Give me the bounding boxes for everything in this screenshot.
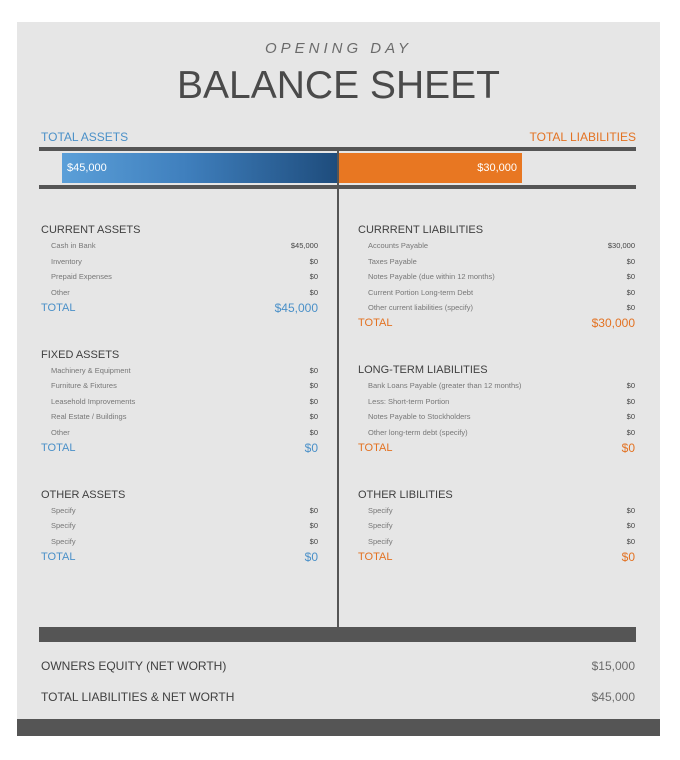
liability-item-value: $0 (626, 272, 635, 281)
asset-item-value: $0 (309, 381, 318, 390)
liability-item-label: Other long-term debt (specify) (368, 428, 468, 437)
other-liabilities-total-value: $0 (621, 550, 635, 564)
asset-item-value: $0 (309, 537, 318, 546)
liability-item-label: Taxes Payable (368, 257, 417, 266)
liability-item-value: $30,000 (607, 241, 635, 250)
liability-item-label: Current Portion Long-term Debt (368, 288, 474, 297)
liabilities-bar (338, 153, 522, 183)
page-title: BALANCE SHEET (177, 64, 500, 107)
asset-item-label: Furniture & Fixtures (51, 381, 117, 390)
liability-item-value: $0 (626, 428, 635, 437)
fixed-assets-total-label: TOTAL (41, 442, 76, 454)
other-liabilities-total-label: TOTAL (358, 551, 393, 563)
bottom-band (17, 719, 660, 736)
other-liabilities-title: OTHER LIBILITIES (358, 489, 453, 501)
asset-item-label: Other (51, 428, 70, 437)
liabilities-bar-amount: $30,000 (477, 162, 517, 174)
asset-item-value: $0 (309, 288, 318, 297)
liability-item-value: $0 (626, 303, 635, 312)
liability-item-value: $0 (626, 521, 635, 530)
asset-item-value: $0 (309, 506, 318, 515)
asset-item-label: Specify (51, 506, 76, 515)
asset-item-value: $0 (309, 397, 318, 406)
liability-item-label: Notes Payable (due within 12 months) (368, 272, 495, 281)
asset-item-value: $0 (309, 428, 318, 437)
owners-equity-value: $15,000 (591, 659, 635, 673)
liability-item-value: $0 (626, 397, 635, 406)
asset-item-label: Other (51, 288, 70, 297)
fixed-assets-title: FIXED ASSETS (41, 349, 120, 361)
assets-bar (62, 153, 338, 183)
liability-item-value: $0 (626, 412, 635, 421)
owners-equity-label: OWNERS EQUITY (NET WORTH) (41, 659, 227, 673)
liability-item-label: Less: Short-term Portion (368, 397, 450, 406)
liability-item-label: Specify (368, 521, 393, 530)
current-assets-title: CURRENT ASSETS (41, 224, 141, 236)
asset-item-label: Leasehold Improvements (51, 397, 136, 406)
asset-item-label: Specify (51, 521, 76, 530)
liability-item-value: $0 (626, 537, 635, 546)
subtitle: OPENING DAY (264, 40, 413, 57)
asset-item-label: Machinery & Equipment (51, 366, 131, 375)
liability-item-label: Accounts Payable (368, 241, 429, 250)
liability-item-value: $0 (626, 506, 635, 515)
current-liabilities-total-label: TOTAL (358, 317, 393, 329)
liability-item-label: Notes Payable to Stockholders (368, 412, 471, 421)
longterm-liabilities-total-value: $0 (621, 441, 635, 455)
asset-item-value: $0 (309, 412, 318, 421)
liability-item-value: $0 (626, 288, 635, 297)
balance-sheet (17, 22, 660, 736)
total-assets-label: TOTAL ASSETS (41, 130, 129, 144)
assets-bar-amount: $45,000 (67, 162, 107, 174)
asset-item-label: Real Estate / Buildings (51, 412, 127, 421)
liability-item-label: Other current liabilities (specify) (368, 303, 474, 312)
footer-divider-band (39, 627, 636, 642)
longterm-liabilities-title: LONG-TERM LIABILITIES (358, 364, 488, 376)
asset-item-value: $0 (309, 521, 318, 530)
longterm-liabilities-total-label: TOTAL (358, 442, 393, 454)
total-liabilities-net-worth-label: TOTAL LIABILITIES & NET WORTH (41, 690, 235, 704)
current-liabilities-total-value: $30,000 (591, 316, 635, 330)
liability-item-value: $0 (626, 381, 635, 390)
liability-item-label: Specify (368, 537, 393, 546)
asset-item-label: Prepaid Expenses (51, 272, 112, 281)
current-assets-total-label: TOTAL (41, 302, 76, 314)
asset-item-label: Cash in Bank (51, 241, 96, 250)
liability-item-label: Specify (368, 506, 393, 515)
total-liabilities-label: TOTAL LIABILITIES (529, 130, 636, 144)
current-assets-total-value: $45,000 (274, 301, 318, 315)
liability-item-value: $0 (626, 257, 635, 266)
total-liabilities-net-worth-value: $45,000 (591, 690, 635, 704)
current-liabilities-title: CURRRENT LIABILITIES (358, 224, 484, 236)
asset-item-value: $0 (309, 272, 318, 281)
asset-item-value: $0 (309, 366, 318, 375)
other-assets-total-value: $0 (304, 550, 318, 564)
other-assets-title: OTHER ASSETS (41, 489, 126, 501)
fixed-assets-total-value: $0 (304, 441, 318, 455)
other-assets-total-label: TOTAL (41, 551, 76, 563)
asset-item-value: $45,000 (290, 241, 318, 250)
center-divider (337, 150, 339, 627)
asset-item-value: $0 (309, 257, 318, 266)
asset-item-label: Inventory (51, 257, 82, 266)
liability-item-label: Bank Loans Payable (greater than 12 months) (368, 381, 522, 390)
asset-item-label: Specify (51, 537, 76, 546)
